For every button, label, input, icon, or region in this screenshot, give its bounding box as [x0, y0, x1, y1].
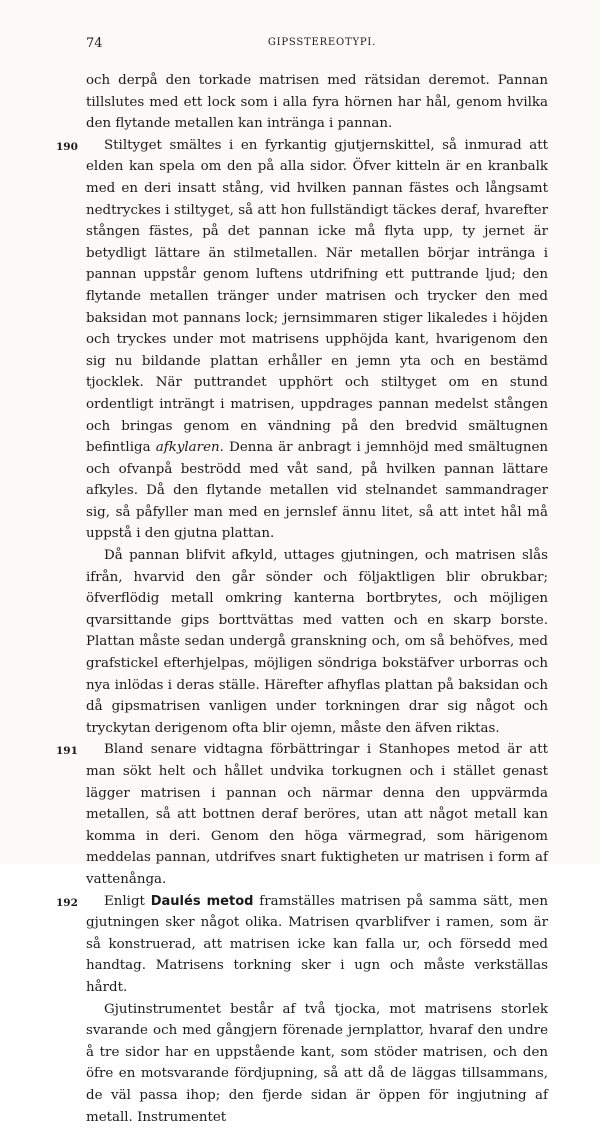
paragraph-text: framställes matrisen på samma sätt, men gjutningen sker något olika. Matrisen qvarblifver i ramen, som är så konstruerad, att matrisen icke kan falla ur, och försedd med handtag. Matrisens torkning sker i ugn och måste verkställas hårdt.: [86, 893, 548, 995]
italic-term: afkylaren.: [155, 440, 224, 456]
paragraph-text: Då pannan blifvit afkyld, uttages gjutningen, och matrisen slås ifrån, hvarvid den går sönder och följaktligen blir obrukbar; öfverflödig metall omkring kanterna bortbrytes, och möjligen qvarsittande gips borttvättas med vatten och en skarp borste. Plattan måste sedan undergå granskning och, om så behöfves, med grafstickel efterhjelpas, möjligen söndriga bokstäfver urborras och nya inlödas i deras ställe. Härefter afhyflas plattan på baksidan och då gipsmatrisen vanligen under torkningen drar sig något och tryckytan derigenom ofta blir ojemn, måste den äfven riktas.: [86, 548, 548, 736]
paragraph: [56, 891, 548, 999]
paragraph: [56, 135, 549, 545]
paragraph-text: Stiltyget smältes i en fyrkantig gjutjernskittel, så inmurad att elden kan spela om den på alla sidor. Öfver kitteln är en kranbalk med en deri insatt stång, vid hvilken pannan fästes och långsamt nedtryckes i stiltyget, så att hon fullständigt täckes deraf, hvarefter stången fästes, på det pannan icke må flyta upp, ty jernet är betydligt lättare än stilmetallen. När metallen börjar inträngа i pannan uppstår genom luftens utdrifning ett puttrande ljud; den flytande metallen tränger under matrisen och trycker den med baksidan mot pannans lock; jernsimmaren stiger likaledes i höjden och tryckes under mot matrisens upphöjda kant, hvarigenom den sig nu bildande plattan erhåller en jemn yta och en bestämd tjocklek. När puttrandet upphört och stiltyget om en stund ordentligt inträngt i matrisen, uppdrages pannan medelst stången och bringas genom en vändning på den bredvid smältugnen befintliga: [86, 137, 548, 456]
paragraph-text-continued: Denna är anbragt i jemnhöjd med smältugnen och ofvanpå beströdd med våt sand, på hvilken pannan lättare afkyles. Då den flytande metallen vid stelnandet sammandrager sig, så påfyller man med en jernslef ännu litet, så att intet hål må uppstå i den gjutna plattan.: [86, 440, 549, 542]
section-number: 190: [56, 140, 78, 153]
paragraph: [86, 70, 548, 135]
page-header: [86, 36, 558, 54]
running-head: GIPSSTEREOTYPI.: [267, 37, 377, 48]
page-number: 74: [86, 36, 103, 51]
paragraph-lead: Enligt: [104, 893, 151, 909]
paragraph: [86, 545, 548, 739]
paragraph: [86, 999, 548, 1128]
section-number: 191: [56, 745, 78, 758]
section-number: 192: [56, 896, 78, 909]
paragraph-text: Gjutinstrumentet består af två tjocka, mot matrisens storlek svarande och med gångjern förenade jernplattor, hvaraf den undre å tre sidor har en uppstående kant, som stöder matrisen, och den öfre en motsvarande fördjupning, så att då de läggas tillsammans, de väl passa ihop; den fjerde sidan är öppen för ingjutning af metall. Instrumentet: [86, 1001, 548, 1125]
paragraph-text: och derpå den torkade matrisen med rätsidan deremot. Pannan tillslutes med ett lock som i alla fyra hörnen har hål, genom hvilka den flytande metallen kan inträngа i pannan.: [86, 73, 548, 132]
paragraph-text: Bland senare vidtagna förbättringar i Stanhopes metod är att man sökt helt och hållet undvika torkugnen och i stället genast lägger matrisen i pannan och närmar denna den uppvärmda metallen, så att bottnen deraf beröres, utan att något metall kan komma in deri. Genom den höga värmegrad, som härigenom meddelas pannan, utdrifves snart fuktigheten ur matrisen i form af vattenånga.: [86, 742, 548, 887]
method-name: Daulés metod: [150, 893, 254, 909]
paragraph: [56, 739, 548, 890]
page-body: [56, 70, 549, 1128]
